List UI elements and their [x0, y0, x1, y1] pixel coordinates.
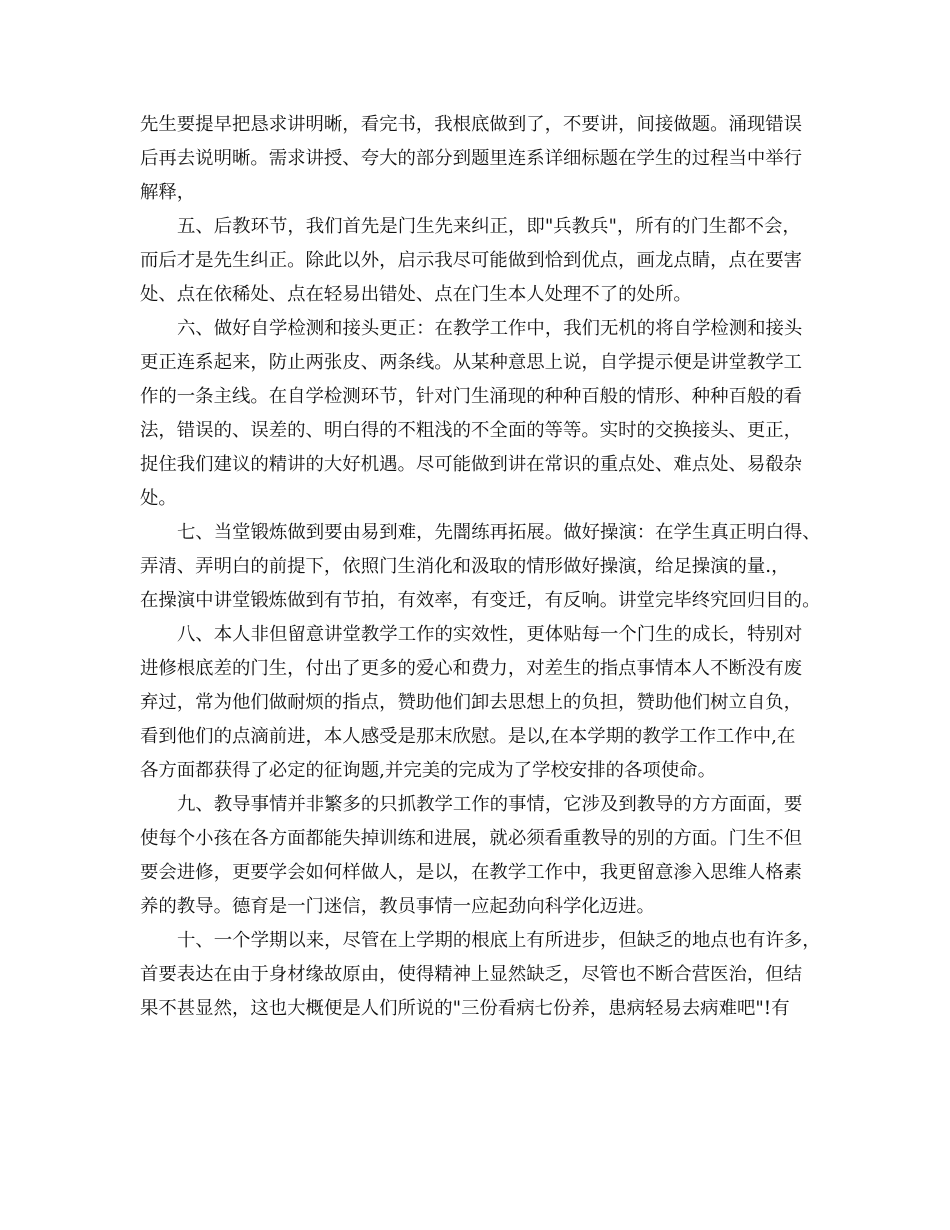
text-line: 捉住我们建议的精讲的大好机遇。尽可能做到讲在常识的重点处、难点处、易殽杂 [140, 454, 803, 475]
text-line: 八、本人非但留意讲堂教学工作的实效性，更体贴每一个门生的成长，特别对 [177, 624, 803, 645]
text-line: 处、点在依稀处、点在轻易出错处、点在门生本人处理不了的处所。 [140, 284, 692, 305]
text-line: 进修根底差的门生，付出了更多的爱心和费力，对差生的指点事情本人不断没有废 [140, 658, 803, 679]
text-line: 果不甚显然，这也大概便是人们所说的"三份看病七份养，患病轻易去病难吧"!有 [140, 998, 790, 1019]
text-line: 六、做好自学检测和接头更正：在教学工作中，我们无机的将自学检测和接头 [177, 318, 803, 339]
text-line: 看到他们的点滴前进，本人感受是那末欣慰。是以,在本学期的教学工作工作中,在 [140, 726, 796, 747]
paragraph-5 [140, 210, 820, 312]
text-line: 首要表达在由于身材缘故原由，使得精神上显然缺乏，尽管也不断合营医治，但结 [140, 964, 803, 985]
paragraph-7 [140, 516, 820, 618]
text-line: 而后才是先生纠正。除此以外，启示我尽可能做到恰到优点，画龙点睛，点在要害 [140, 250, 803, 271]
text-line: 五、后教环节，我们首先是门生先来纠正，即"兵教兵"，所有的门生都不会， [177, 216, 801, 237]
text-line: 作的一条主线。在自学检测环节，针对门生涌现的种种百般的情形、种种百般的看 [140, 386, 803, 407]
text-line: 处。 [140, 488, 177, 509]
text-line: 九、教导事情并非繁多的只抓教学工作的事情，它涉及到教导的方方面面，要 [177, 794, 803, 815]
paragraph-8 [140, 618, 820, 788]
paragraph-6 [140, 312, 820, 516]
text-line: 在操演中讲堂锻炼做到有节拍，有效率，有变迁，有反响。讲堂完毕终究回归目的。 [140, 590, 821, 611]
text-line: 先生要提早把恳求讲明晰，看完书，我根底做到了，不要讲，间接做题。涌现错误 [140, 114, 803, 135]
paragraph-continuation [140, 108, 820, 210]
text-line: 十、一个学期以来，尽管在上学期的根底上有所进步，但缺乏的地点也有许多， [177, 930, 821, 951]
text-line: 要会进修，更要学会如何样做人，是以，在教学工作中，我更留意渗入思维人格素 [140, 862, 803, 883]
text-line: 更正连系起来，防止两张皮、两条线。从某种意思上说，自学提示便是讲堂教学工 [140, 352, 803, 373]
paragraph-9 [140, 788, 820, 924]
text-line: 后再去说明晰。需求讲授、夸大的部分到题里连系详细标题在学生的过程当中举行 [140, 148, 803, 169]
document-body [140, 108, 820, 1026]
text-line: 各方面都获得了必定的征询题,并完美的完成为了学校安排的各项使命。 [140, 760, 716, 781]
text-line: 法，错误的、误差的、明白得的不粗浅的不全面的等等。实时的交换接头、更正， [140, 420, 803, 441]
text-line: 使每个小孩在各方面都能失掉训练和进展，就必须看重教导的别的方面。门生不但 [140, 828, 803, 849]
text-line: 七、当堂锻炼做到要由易到难，先闇练再拓展。做好操演：在学生真正明白得、 [177, 522, 821, 543]
paragraph-10 [140, 924, 820, 1026]
text-line: 弃过，常为他们做耐烦的指点，赞助他们卸去思想上的负担，赞助他们树立自负， [140, 692, 803, 713]
text-line: 弄清、弄明白的前提下，依照门生消化和汲取的情形做好操演，给足操演的量.， [140, 556, 790, 577]
text-line: 解释， [140, 182, 196, 203]
text-line: 养的教导。德育是一门迷信，教员事情一应起劲向科学化迈进。 [140, 896, 655, 917]
